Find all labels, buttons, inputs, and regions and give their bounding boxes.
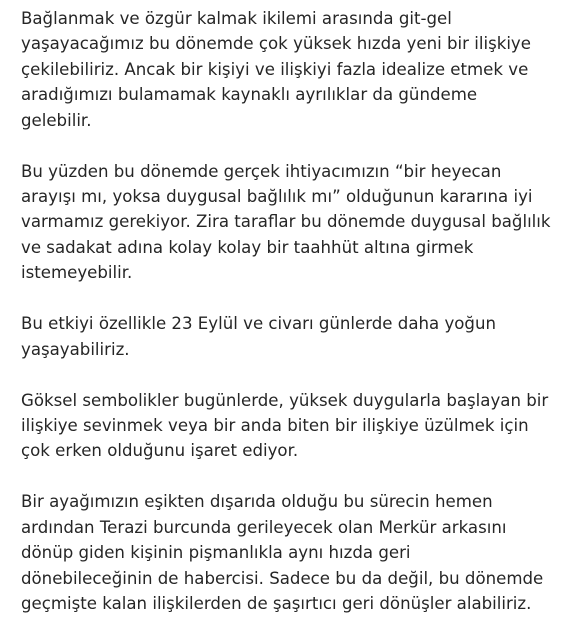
text-line: Göksel sembolikler bugünlerde, yüksek duygularla başlayan bir xyxy=(21,390,549,410)
text-line: dönüp giden kişinin pişmanlıkla aynı hızda geri xyxy=(21,543,411,563)
text-line: Bir ayağımızın eşikten dışarıda olduğu bu sürecin hemen xyxy=(21,492,493,512)
article-body xyxy=(21,6,561,617)
text-line: çekilebiliriz. Ancak bir kişiyi ve ilişkiyi fazla idealize etmek ve xyxy=(21,59,529,79)
paragraph-4 xyxy=(21,388,561,464)
paragraph-3 xyxy=(21,311,561,362)
text-line: Bağlanmak ve özgür kalmak ikilemi arasında git-gel xyxy=(21,9,452,28)
text-line: geçmişte kalan ilişkilerden de şaşırtıcı geri dönüşler alabiliriz. xyxy=(21,594,532,614)
text-line: ve sadakat adına kolay kolay bir taahhüt altına girmek xyxy=(21,237,474,257)
text-line: çok erken olduğunu işaret ediyor. xyxy=(21,441,299,461)
text-line: dönebileceğinin de habercisi. Sadece bu da değil, bu dönemde xyxy=(21,568,544,588)
text-line: gelebilir. xyxy=(21,110,92,130)
text-line: Bu yüzden bu dönemde gerçek ihtiyacımızın “bir heyecan xyxy=(21,161,502,181)
paragraph-2 xyxy=(21,159,561,286)
text-line: yaşayabiliriz. xyxy=(21,339,130,359)
text-line: aradığımızı bulamamak kaynaklı ayrılıklar da gündeme xyxy=(21,85,478,105)
paragraph-1 xyxy=(21,6,561,133)
text-line: Bu etkiyi özellikle 23 Eylül ve civarı günlerde daha yoğun xyxy=(21,314,496,334)
paragraph-5 xyxy=(21,489,561,616)
text-line: yaşayacağımız bu dönemde çok yüksek hızda yeni bir ilişkiye xyxy=(21,34,531,54)
text-line: arayışı mı, yoksa duygusal bağlılık mı” olduğunun kararına iyi xyxy=(21,187,533,207)
text-line: istemeyebilir. xyxy=(21,263,133,283)
text-line: varmamız gerekiyor. Zira taraflar bu dönemde duygusal bağlılık xyxy=(21,212,551,232)
text-line: ilişkiye sevinmek veya bir anda biten bir ilişkiye üzülmek için xyxy=(21,416,529,436)
text-line: ardından Terazi burcunda gerileyecek olan Merkür arkasını xyxy=(21,517,507,537)
